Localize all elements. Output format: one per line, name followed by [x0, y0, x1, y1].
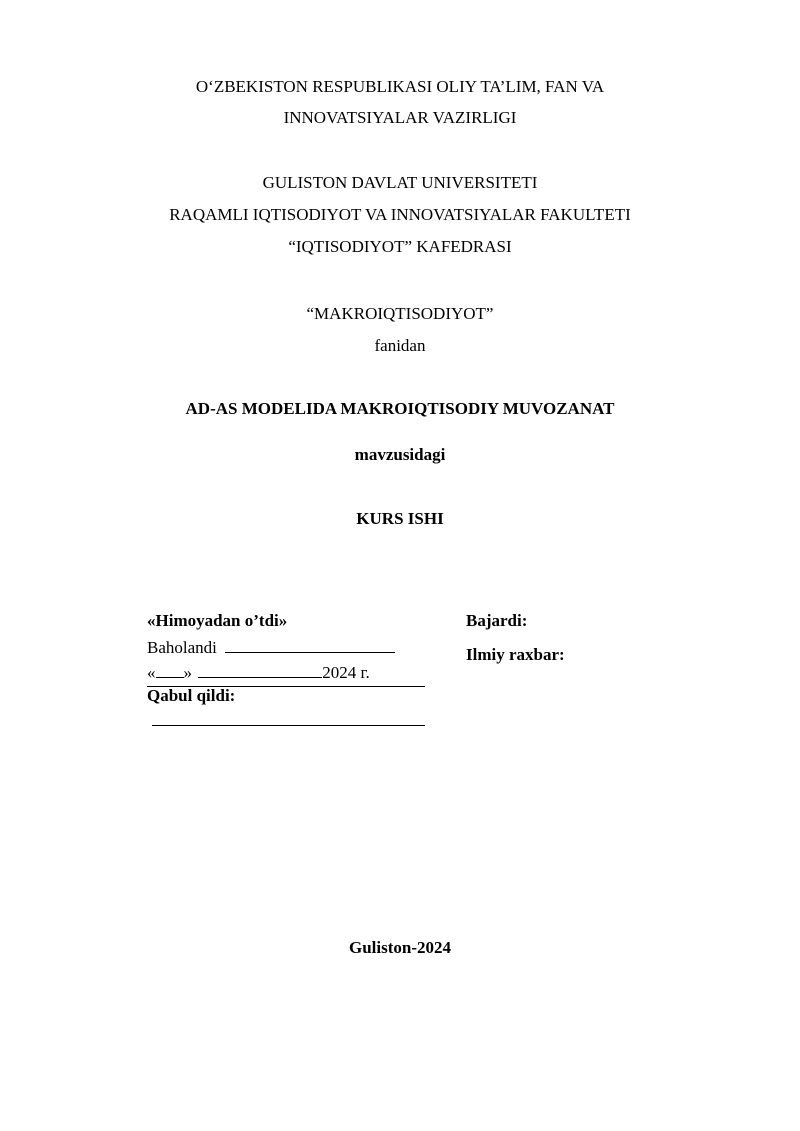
- university-name: GULISTON DAVLAT UNIVERSITETI: [262, 173, 538, 192]
- grade-blank-line: [225, 636, 395, 653]
- accepted-label: Qabul qildi:: [147, 686, 236, 705]
- date-row: [147, 661, 370, 683]
- date-open-quote: «: [147, 663, 156, 682]
- signature-line: [152, 725, 425, 726]
- graded-row: [147, 636, 395, 658]
- day-blank-line: [156, 661, 184, 678]
- faculty-name: RAQAMLI IQTISODIYOT VA INNOVATSIYALAR FAKULTETI: [169, 205, 631, 224]
- ministry-line-1: O‘ZBEKISTON RESPUBLIKASI OLIY TA’LIM, FAN VA: [195, 77, 605, 96]
- date-close-quote: »: [183, 663, 192, 682]
- topic-suffix: mavzusidagi: [354, 445, 446, 464]
- month-blank-line: [198, 661, 322, 678]
- performed-label: Bajardi:: [466, 611, 528, 630]
- defense-heading: «Himoyadan o’tdi»: [147, 611, 288, 630]
- city-year: Guliston-2024: [348, 938, 452, 957]
- work-type-title: KURS ISHI: [356, 509, 444, 528]
- subject-suffix: fanidan: [374, 336, 426, 355]
- graded-label: Baholandi: [147, 638, 217, 657]
- department-name: “IQTISODIYOT” KAFEDRASI: [288, 237, 512, 256]
- subject-name: “MAKROIQTISODIYOT”: [306, 304, 494, 323]
- year-label: 2024 г.: [322, 663, 370, 682]
- supervisor-label: Ilmiy raxbar:: [466, 645, 565, 664]
- ministry-line-2: INNOVATSIYALAR VAZIRLIGI: [283, 108, 517, 127]
- topic-title: AD-AS MODELIDA MAKROIQTISODIY MUVOZANAT: [185, 399, 615, 418]
